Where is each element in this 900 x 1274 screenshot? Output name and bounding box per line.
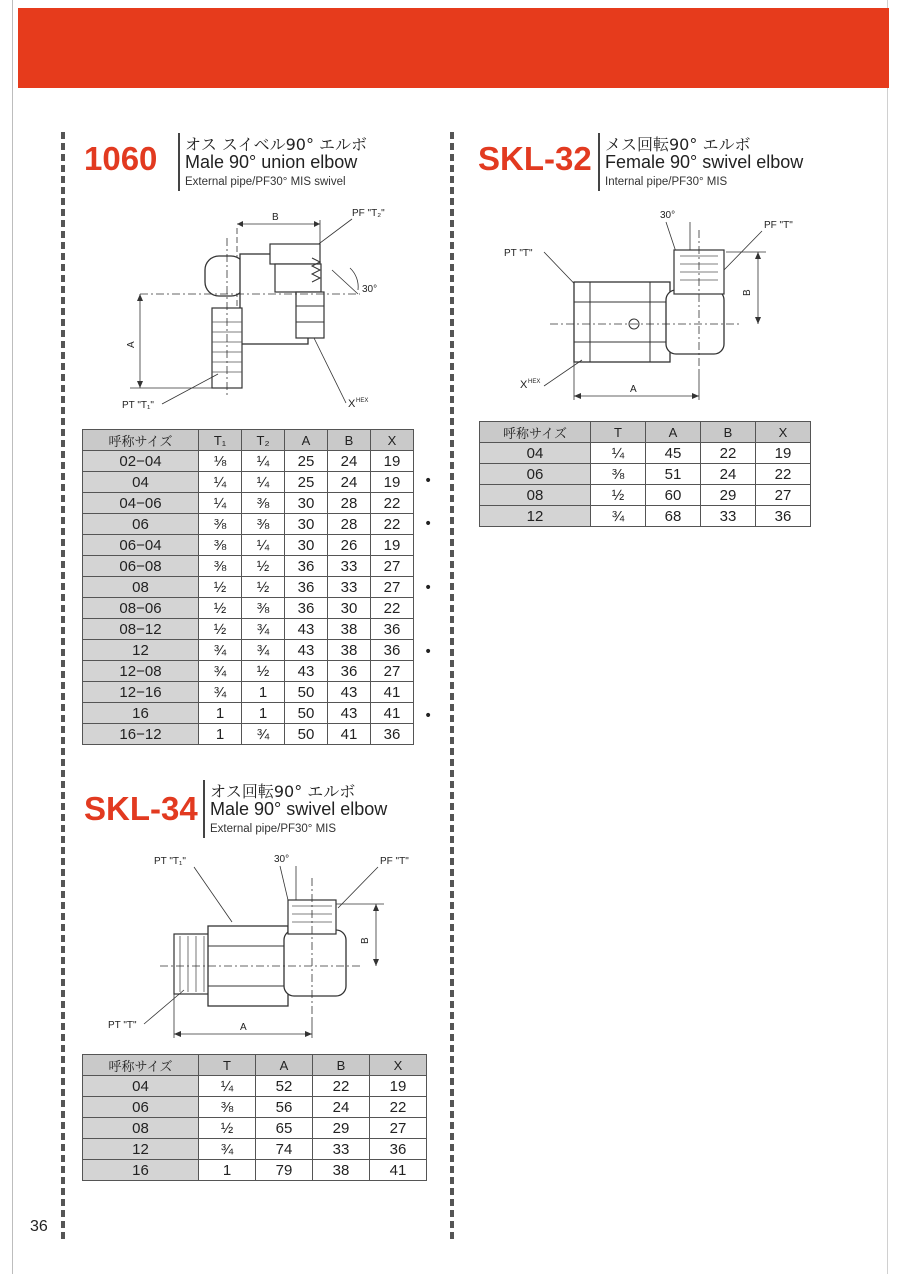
cell-x: 22 xyxy=(370,1097,427,1118)
cell-b: 29 xyxy=(701,485,756,506)
cell-t1: ⅜ xyxy=(199,535,242,556)
cell-b: 24 xyxy=(701,464,756,485)
cell-b: 38 xyxy=(328,619,371,640)
cell-x: 41 xyxy=(371,682,414,703)
table-row xyxy=(83,619,414,640)
cell-t1: ½ xyxy=(199,577,242,598)
dim-label-b: B xyxy=(272,212,279,223)
cell-a: 74 xyxy=(256,1139,313,1160)
table-row xyxy=(83,724,414,745)
cell-size: 12−08 xyxy=(83,661,199,682)
row-marker-dot: • xyxy=(424,579,433,596)
cell-x: 41 xyxy=(370,1160,427,1181)
page-right-edge xyxy=(887,0,888,1274)
cell-a: 51 xyxy=(646,464,701,485)
cell-t2: ¾ xyxy=(242,724,285,745)
row-marker-dot: • xyxy=(424,515,433,532)
col-t1: T₁ xyxy=(199,430,242,451)
product-code-skl-34: SKL-34 xyxy=(84,790,198,827)
spec-table-1060 xyxy=(82,429,414,745)
cell-x: 19 xyxy=(371,451,414,472)
cell-size: 12−16 xyxy=(83,682,199,703)
table-row xyxy=(83,1139,427,1160)
diagram-skl-34 xyxy=(100,848,430,1044)
cell-b: 38 xyxy=(313,1160,370,1181)
cell-t2: ⅜ xyxy=(242,598,285,619)
title-en: Female 90° swivel elbow xyxy=(605,152,804,172)
title-divider xyxy=(598,133,600,191)
title-jp: メス回転90° エルボ xyxy=(605,135,751,154)
cell-size: 02−04 xyxy=(83,451,199,472)
cell-size: 04 xyxy=(83,1076,199,1097)
cell-size: 08 xyxy=(480,485,591,506)
col-a: A xyxy=(256,1055,313,1076)
col-size: 呼称サイズ xyxy=(83,1055,199,1076)
col-size: 呼称サイズ xyxy=(480,422,591,443)
cell-t1: ⅜ xyxy=(199,556,242,577)
row-marker-dot: • xyxy=(424,473,433,490)
table-row xyxy=(83,472,414,493)
cell-b: 33 xyxy=(701,506,756,527)
title-divider xyxy=(203,780,205,838)
cell-size: 16 xyxy=(83,703,199,724)
title-divider xyxy=(178,133,180,191)
cell-a: 68 xyxy=(646,506,701,527)
cell-size: 12 xyxy=(480,506,591,527)
cell-a: 30 xyxy=(285,514,328,535)
cell-size: 08 xyxy=(83,1118,199,1139)
cell-a: 52 xyxy=(256,1076,313,1097)
cell-t1: ⅜ xyxy=(199,514,242,535)
product-code-skl-32: SKL-32 xyxy=(478,140,592,177)
cell-t: ¾ xyxy=(199,1139,256,1160)
col-b: B xyxy=(313,1055,370,1076)
dim-label-b: B xyxy=(360,937,371,944)
label-hex: HEX xyxy=(356,398,369,404)
col-b: B xyxy=(328,430,371,451)
table-row xyxy=(83,493,414,514)
cell-b: 24 xyxy=(328,472,371,493)
cell-t: ¾ xyxy=(591,506,646,527)
label-pt: PT "T" xyxy=(504,248,533,259)
table-header-row xyxy=(480,422,811,443)
title-en: Male 90° union elbow xyxy=(185,152,358,172)
cell-x: 22 xyxy=(371,493,414,514)
table-row xyxy=(480,506,811,527)
cell-t1: ¼ xyxy=(199,472,242,493)
cell-t2: ⅜ xyxy=(242,493,285,514)
cell-size: 06 xyxy=(83,514,199,535)
cell-t2: ½ xyxy=(242,556,285,577)
cell-t: ½ xyxy=(591,485,646,506)
title-jp: オス回転90° エルボ xyxy=(210,782,356,801)
cell-size: 06−08 xyxy=(83,556,199,577)
cell-a: 25 xyxy=(285,451,328,472)
title-sub: External pipe/PF30° MIS xyxy=(210,823,337,835)
table-header-row xyxy=(83,430,414,451)
table-row xyxy=(83,556,414,577)
cell-a: 36 xyxy=(285,577,328,598)
cell-b: 41 xyxy=(328,724,371,745)
cell-size: 06−04 xyxy=(83,535,199,556)
cell-size: 16 xyxy=(83,1160,199,1181)
table-row xyxy=(83,535,414,556)
cell-x: 27 xyxy=(371,661,414,682)
cell-x: 19 xyxy=(371,535,414,556)
cell-t: ⅜ xyxy=(199,1097,256,1118)
cell-t: ¼ xyxy=(591,443,646,464)
cell-a: 50 xyxy=(285,682,328,703)
cell-x: 27 xyxy=(371,556,414,577)
cell-size: 16−12 xyxy=(83,724,199,745)
cell-t1: ½ xyxy=(199,598,242,619)
cell-b: 43 xyxy=(328,682,371,703)
cell-t2: 1 xyxy=(242,703,285,724)
cell-x: 41 xyxy=(371,703,414,724)
header-band xyxy=(18,8,889,88)
dim-label-b: B xyxy=(742,289,753,296)
cell-t2: ¼ xyxy=(242,535,285,556)
cell-x: 36 xyxy=(371,724,414,745)
table-row xyxy=(83,1097,427,1118)
cell-b: 22 xyxy=(701,443,756,464)
cell-t1: ⅛ xyxy=(199,451,242,472)
cell-x: 27 xyxy=(371,577,414,598)
cell-size: 04−06 xyxy=(83,493,199,514)
cell-x: 36 xyxy=(756,506,811,527)
col-t: T xyxy=(591,422,646,443)
col-size: 呼称サイズ xyxy=(83,430,199,451)
cell-size: 08−12 xyxy=(83,619,199,640)
label-pf: PF "T" xyxy=(764,220,793,231)
cell-size: 04 xyxy=(480,443,591,464)
cell-t1: 1 xyxy=(199,703,242,724)
center-column-rule xyxy=(450,132,454,1242)
cell-x: 27 xyxy=(370,1118,427,1139)
cell-t: ⅜ xyxy=(591,464,646,485)
cell-a: 50 xyxy=(285,724,328,745)
table-row xyxy=(83,1118,427,1139)
cell-a: 50 xyxy=(285,703,328,724)
cell-t2: ¼ xyxy=(242,451,285,472)
spec-table-skl-32 xyxy=(479,421,811,527)
col-x: X xyxy=(371,430,414,451)
cell-t: ½ xyxy=(199,1118,256,1139)
label-hex: HEX xyxy=(528,379,541,385)
cell-t: 1 xyxy=(199,1160,256,1181)
cell-a: 30 xyxy=(285,535,328,556)
page-left-edge xyxy=(12,0,13,1274)
cell-t1: ¼ xyxy=(199,493,242,514)
cell-b: 29 xyxy=(313,1118,370,1139)
cell-a: 30 xyxy=(285,493,328,514)
dim-label-a: A xyxy=(240,1022,247,1033)
cell-t2: ¾ xyxy=(242,640,285,661)
cell-b: 36 xyxy=(328,661,371,682)
col-b: B xyxy=(701,422,756,443)
cell-a: 45 xyxy=(646,443,701,464)
cell-b: 22 xyxy=(313,1076,370,1097)
label-pt1: PT "T₁" xyxy=(154,856,186,867)
table-row xyxy=(83,577,414,598)
col-x: X xyxy=(370,1055,427,1076)
cell-a: 79 xyxy=(256,1160,313,1181)
cell-a: 43 xyxy=(285,640,328,661)
cell-size: 04 xyxy=(83,472,199,493)
cell-x: 36 xyxy=(370,1139,427,1160)
title-sub: Internal pipe/PF30° MIS xyxy=(605,176,728,188)
cell-t2: ½ xyxy=(242,577,285,598)
cell-x: 19 xyxy=(371,472,414,493)
cell-a: 65 xyxy=(256,1118,313,1139)
col-t2: T₂ xyxy=(242,430,285,451)
col-x: X xyxy=(756,422,811,443)
cell-t2: ½ xyxy=(242,661,285,682)
label-x: X xyxy=(520,379,528,391)
cell-b: 43 xyxy=(328,703,371,724)
cell-size: 08−06 xyxy=(83,598,199,619)
cell-x: 36 xyxy=(371,640,414,661)
title-sub: External pipe/PF30° MIS swivel xyxy=(185,176,346,188)
cell-t2: ⅜ xyxy=(242,514,285,535)
cell-size: 08 xyxy=(83,577,199,598)
cell-a: 36 xyxy=(285,556,328,577)
cell-b: 38 xyxy=(328,640,371,661)
cell-b: 33 xyxy=(328,577,371,598)
cell-b: 33 xyxy=(328,556,371,577)
cell-x: 22 xyxy=(756,464,811,485)
cell-t1: 1 xyxy=(199,724,242,745)
row-marker-dot: • xyxy=(424,707,433,724)
label-30-deg: 30° xyxy=(274,854,290,865)
cell-b: 28 xyxy=(328,493,371,514)
table-row xyxy=(480,464,811,485)
label-pt: PT "T" xyxy=(108,1020,137,1031)
cell-b: 28 xyxy=(328,514,371,535)
cell-b: 30 xyxy=(328,598,371,619)
table-row xyxy=(83,598,414,619)
cell-a: 25 xyxy=(285,472,328,493)
cell-t1: ¾ xyxy=(199,661,242,682)
table-row xyxy=(83,661,414,682)
label-x: X xyxy=(348,398,356,410)
cell-x: 22 xyxy=(371,598,414,619)
cell-size: 06 xyxy=(83,1097,199,1118)
cell-size: 06 xyxy=(480,464,591,485)
diagram-1060 xyxy=(100,198,420,420)
label-pf: PF "T" xyxy=(380,856,409,867)
product-code-1060: 1060 xyxy=(84,140,158,177)
table-row xyxy=(83,703,414,724)
table-row xyxy=(83,682,414,703)
row-marker-dot: • xyxy=(424,643,433,660)
col-t: T xyxy=(199,1055,256,1076)
cell-a: 60 xyxy=(646,485,701,506)
cell-x: 19 xyxy=(756,443,811,464)
cell-b: 24 xyxy=(328,451,371,472)
cell-b: 26 xyxy=(328,535,371,556)
cell-a: 36 xyxy=(285,598,328,619)
cell-t1: ¾ xyxy=(199,640,242,661)
title-en: Male 90° swivel elbow xyxy=(210,799,388,819)
cell-t2: ¾ xyxy=(242,619,285,640)
table-row xyxy=(83,1160,427,1181)
cell-b: 24 xyxy=(313,1097,370,1118)
table-row xyxy=(83,451,414,472)
cell-x: 36 xyxy=(371,619,414,640)
cell-size: 12 xyxy=(83,640,199,661)
cell-b: 33 xyxy=(313,1139,370,1160)
table-row xyxy=(83,514,414,535)
label-pf: PF "T₂" xyxy=(352,208,385,219)
cell-t2: ¼ xyxy=(242,472,285,493)
spec-table-skl-34 xyxy=(82,1054,427,1181)
title-jp: オス スイベル90° エルボ xyxy=(185,135,368,154)
label-30-deg: 30° xyxy=(660,210,676,221)
cell-x: 19 xyxy=(370,1076,427,1097)
table-row xyxy=(480,485,811,506)
cell-x: 22 xyxy=(371,514,414,535)
cell-t: ¼ xyxy=(199,1076,256,1097)
cell-t1: ¾ xyxy=(199,682,242,703)
page-number: 36 xyxy=(30,1218,48,1235)
cell-x: 27 xyxy=(756,485,811,506)
cell-a: 43 xyxy=(285,661,328,682)
cell-a: 56 xyxy=(256,1097,313,1118)
table-row xyxy=(480,443,811,464)
cell-t1: ½ xyxy=(199,619,242,640)
col-a: A xyxy=(646,422,701,443)
diagram-skl-32 xyxy=(490,200,810,410)
label-30-deg: 30° xyxy=(362,284,378,295)
table-header-row xyxy=(83,1055,427,1076)
col-a: A xyxy=(285,430,328,451)
cell-a: 43 xyxy=(285,619,328,640)
dim-label-a: A xyxy=(126,341,137,348)
left-column-rule xyxy=(61,132,65,1242)
cell-size: 12 xyxy=(83,1139,199,1160)
label-pt: PT "T₁" xyxy=(122,400,154,411)
table-row xyxy=(83,1076,427,1097)
table-row xyxy=(83,640,414,661)
dim-label-a: A xyxy=(630,384,637,395)
cell-t2: 1 xyxy=(242,682,285,703)
